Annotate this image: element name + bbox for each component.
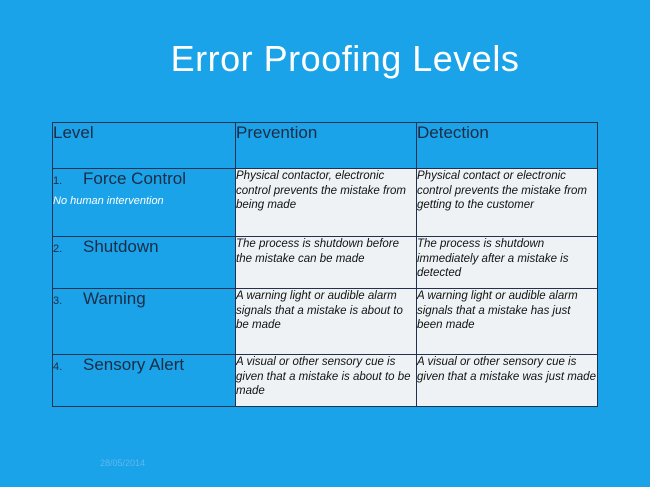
header-prevention: Prevention [236, 123, 417, 169]
level-name: Sensory Alert [83, 355, 185, 374]
level-number: 1. [53, 175, 63, 187]
error-proofing-table [52, 122, 598, 407]
level-number: 2. [53, 243, 63, 255]
table-row [53, 169, 598, 237]
header-detection: Detection [417, 123, 598, 169]
slide-title: Error Proofing Levels [170, 38, 520, 79]
level-cell [53, 289, 236, 355]
prevention-cell: The process is shutdown before the mistake can be made [236, 237, 417, 289]
level-subtitle: No human intervention [53, 195, 164, 207]
level-cell [53, 169, 236, 237]
prevention-cell: Physical contactor, electronic control prevents the mistake from being made [236, 169, 417, 237]
level-cell [53, 237, 236, 289]
level-name: Force Control [83, 169, 186, 188]
detection-cell: The process is shutdown immediately after a mistake is detected [417, 237, 598, 289]
prevention-cell: A visual or other sensory cue is given that a mistake is about to be made [236, 355, 417, 407]
table-row [53, 289, 598, 355]
header-level: Level [53, 123, 236, 169]
level-name: Shutdown [83, 237, 159, 256]
table-row [53, 237, 598, 289]
detection-cell: A visual or other sensory cue is given that a mistake was just made [417, 355, 598, 407]
level-number: 3. [53, 295, 63, 307]
level-name: Warning [83, 289, 146, 308]
prevention-cell: A warning light or audible alarm signals that a mistake is about to be made [236, 289, 417, 355]
footer-date: 28/05/2014 [100, 458, 146, 468]
detection-cell: A warning light or audible alarm signals that a mistake has just been made [417, 289, 598, 355]
detection-cell: Physical contact or electronic control prevents the mistake from getting to the customer [417, 169, 598, 237]
level-number: 4. [53, 361, 63, 373]
table-header-row [53, 123, 598, 169]
table-row [53, 355, 598, 407]
level-cell [53, 355, 236, 407]
